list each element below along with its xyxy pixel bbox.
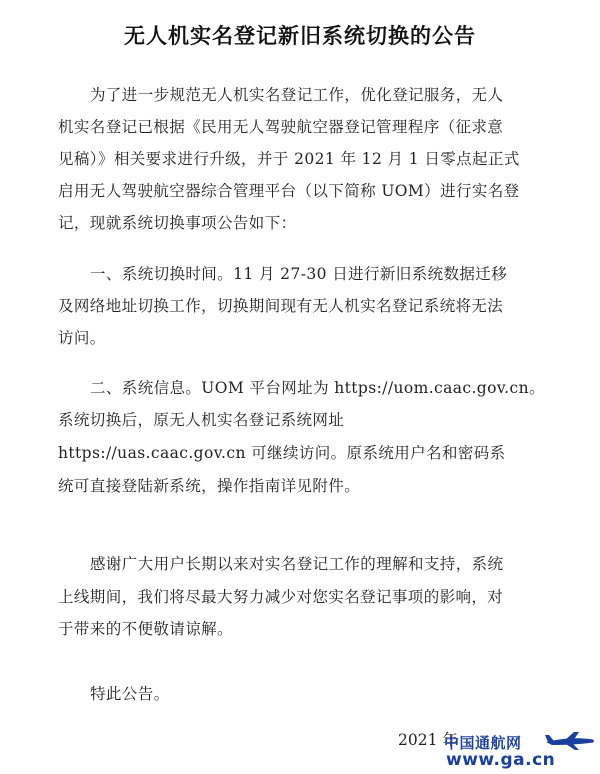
section2-line-4: 统可直接登陆新系统，操作指南详见附件。 (58, 477, 361, 495)
intro-line-5: 记，现就系统切换事项公告如下： (58, 214, 297, 232)
section1-line-2: 及网络地址切换工作，切换期间现有无人机实名登记系统将无法 (58, 297, 504, 315)
document-title: 无人机实名登记新旧系统切换的公告 (124, 24, 476, 48)
airplane-icon (544, 730, 596, 752)
intro-line-4: 启用无人驾驶航空器综合管理平台（以下简称 UOM）进行实名登 (58, 182, 520, 200)
section1-line-3: 访问。 (58, 329, 106, 347)
thanks-line-1: 感谢广大用户长期以来对实名登记工作的理解和支持，系统 (90, 555, 504, 573)
section2-line-2: 系统切换后，原无人机实名登记系统网址 (58, 411, 345, 429)
site-watermark (440, 730, 600, 774)
intro-line-2: 机实名登记已根据《民用无人驾驶航空器登记管理程序（征求意 (58, 118, 504, 136)
section1-line-1: 一、系统切换时间。11 月 27-30 日进行新旧系统数据迁移 (90, 265, 508, 283)
intro-line-3: 见稿）》相关要求进行升级，并于 2021 年 12 月 1 日零点起正式 (58, 150, 520, 168)
thanks-line-2: 上线期间，我们将尽最大努力减少对您实名登记事项的影响，对 (58, 588, 504, 606)
section2-line-3: https://uas.caac.gov.cn 可继续访问。原系统用户名和密码系 (58, 444, 506, 462)
closing-text: 特此公告。 (90, 685, 170, 703)
watermark-name: 中国通航网 (444, 734, 522, 752)
section2-line-1: 二、系统信息。UOM 平台网址为 https://uom.caac.gov.cn。 (90, 379, 545, 397)
intro-line-1: 为了进一步规范无人机实名登记工作，优化登记服务，无人 (90, 86, 504, 104)
document-date: 2021 年 (398, 731, 458, 749)
thanks-line-3: 于带来的不便敬请谅解。 (58, 620, 233, 638)
watermark-url: www.ga.cn (446, 750, 556, 770)
